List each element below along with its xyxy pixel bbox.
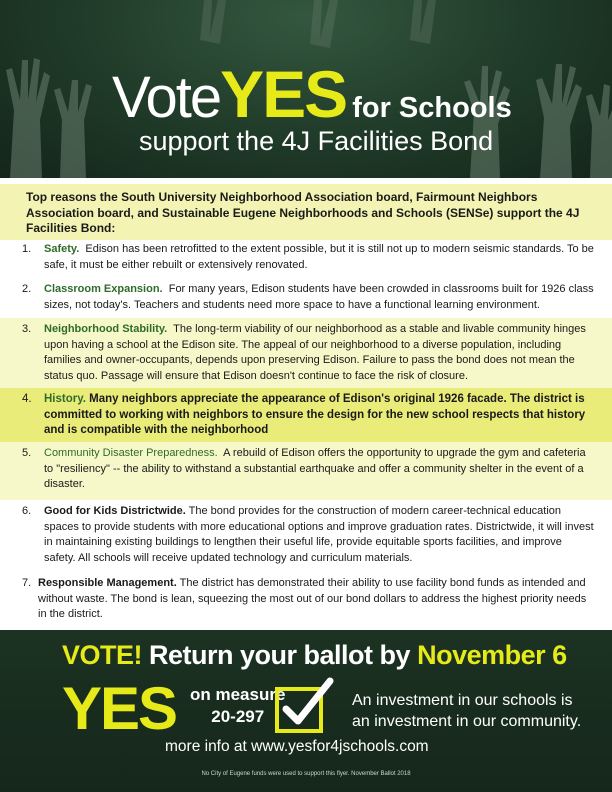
title-vote: Vote	[112, 65, 221, 130]
reason-number: 1.	[22, 243, 32, 255]
reason-text	[44, 446, 596, 493]
reason-number: 3.	[22, 323, 32, 335]
measure-block	[190, 684, 285, 728]
reason-number: 5.	[22, 447, 32, 459]
reason-label: Good for Kids Districtwide.	[44, 505, 186, 517]
reason-body: A rebuild of Edison offers the opportunity to upgrade the gym and cafeteria to "resiliency" -- the ability to withstand a substantial earthquake and offer a community shelter in the event of a disaster.	[44, 447, 586, 490]
on-measure-label: on measure	[190, 685, 286, 704]
reason-body: Edison has been retrofitted to the extent possible, but it is still not up to modern seismic standards. To be safe, it must be either rebuilt or extensively renovated.	[44, 243, 594, 271]
more-info-link[interactable]: more info at www.yesfor4jschools.com	[165, 738, 429, 755]
reason-label: Responsible Management.	[38, 577, 177, 589]
reason-item	[0, 242, 612, 284]
title-for-schools: for Schools	[352, 92, 512, 124]
reason-text	[44, 242, 596, 273]
reason-body: The bond provides for the construction of modern career-technical education spaces to provide students with more educational options and improve graduation rates. Districtwide, it will invest in maintaining existing buildings to lengthen their useful life, provide equitable sports facilities, and improve safety. All schools will receive updated technology and curriculum materials.	[44, 505, 594, 564]
reason-label: Classroom Expansion.	[44, 283, 163, 295]
reason-text	[38, 576, 596, 623]
reason-number: 6.	[22, 505, 32, 517]
reason-item	[0, 388, 612, 444]
reason-item	[0, 504, 612, 574]
investment-slogan: An investment in our schools is an investment in our community.	[352, 692, 582, 730]
big-yes: YES	[62, 675, 177, 742]
reason-text	[44, 282, 596, 313]
measure-number: 20-297	[211, 707, 265, 726]
reason-item	[0, 282, 612, 322]
return-text: Return your ballot by	[149, 640, 411, 670]
checkbox-check-icon	[274, 677, 334, 735]
intro-text: Top reasons the South University Neighborhood Association board, Fairmount Neighbors Association board, and Sustainable Eugene Neighborhoods and Schools (SENSe) support the 4J Facilities Bond:	[0, 184, 612, 240]
reason-body: Many neighbors appreciate the appearance of Edison's original 1926 facade. The district is committed to working with neighbors to ensure the design for the new school respects that history and is compatible with the neighborhood	[44, 393, 586, 436]
reason-body: For many years, Edison students have been crowded in classrooms built for 1926 class sizes, not today's. Teachers and students need more space to have a functional learning environment.	[44, 283, 594, 311]
header-banner	[0, 0, 612, 178]
reason-item	[0, 576, 612, 626]
reason-text	[44, 504, 596, 566]
reason-item	[0, 442, 612, 500]
election-date: November 6	[417, 640, 567, 670]
ballot-headline	[62, 640, 567, 671]
reason-body: The district has demonstrated their ability to use facility bond funds as intended and without waste. The bond is lean, squeezing the most out of our bond dollars to address the highest priority needs in the district.	[38, 577, 587, 620]
subtitle: support the 4J Facilities Bond	[139, 126, 494, 156]
reason-label: History.	[44, 393, 86, 405]
reason-text	[44, 322, 596, 384]
reasons-section	[0, 178, 612, 630]
title-yes: YES	[220, 57, 347, 131]
vote-exclaim: VOTE!	[62, 640, 143, 670]
reason-label: Community Disaster Preparedness.	[44, 447, 218, 459]
reason-number: 7.	[22, 577, 32, 589]
reason-number: 4.	[22, 393, 32, 405]
reason-label: Safety.	[44, 243, 80, 255]
disclaimer: No City of Eugene funds were used to support this flyer. November Ballot 2018	[201, 771, 411, 777]
reason-number: 2.	[22, 283, 32, 295]
main-title	[112, 56, 512, 132]
reason-text	[44, 392, 596, 439]
reason-body: The long-term viability of our neighborhood as a stable and livable community hinges upon having a school at the Edison site. The appeal of our neighborhood to a diverse population, including families and owner-occupants, depends upon preserving Edison. Failure to pass the bond does not mean the status quo. Passage will ensure that Edison doesn't continue to face the risk of closure.	[44, 323, 586, 382]
reason-label: Neighborhood Stability.	[44, 323, 168, 335]
reason-item	[0, 318, 612, 392]
